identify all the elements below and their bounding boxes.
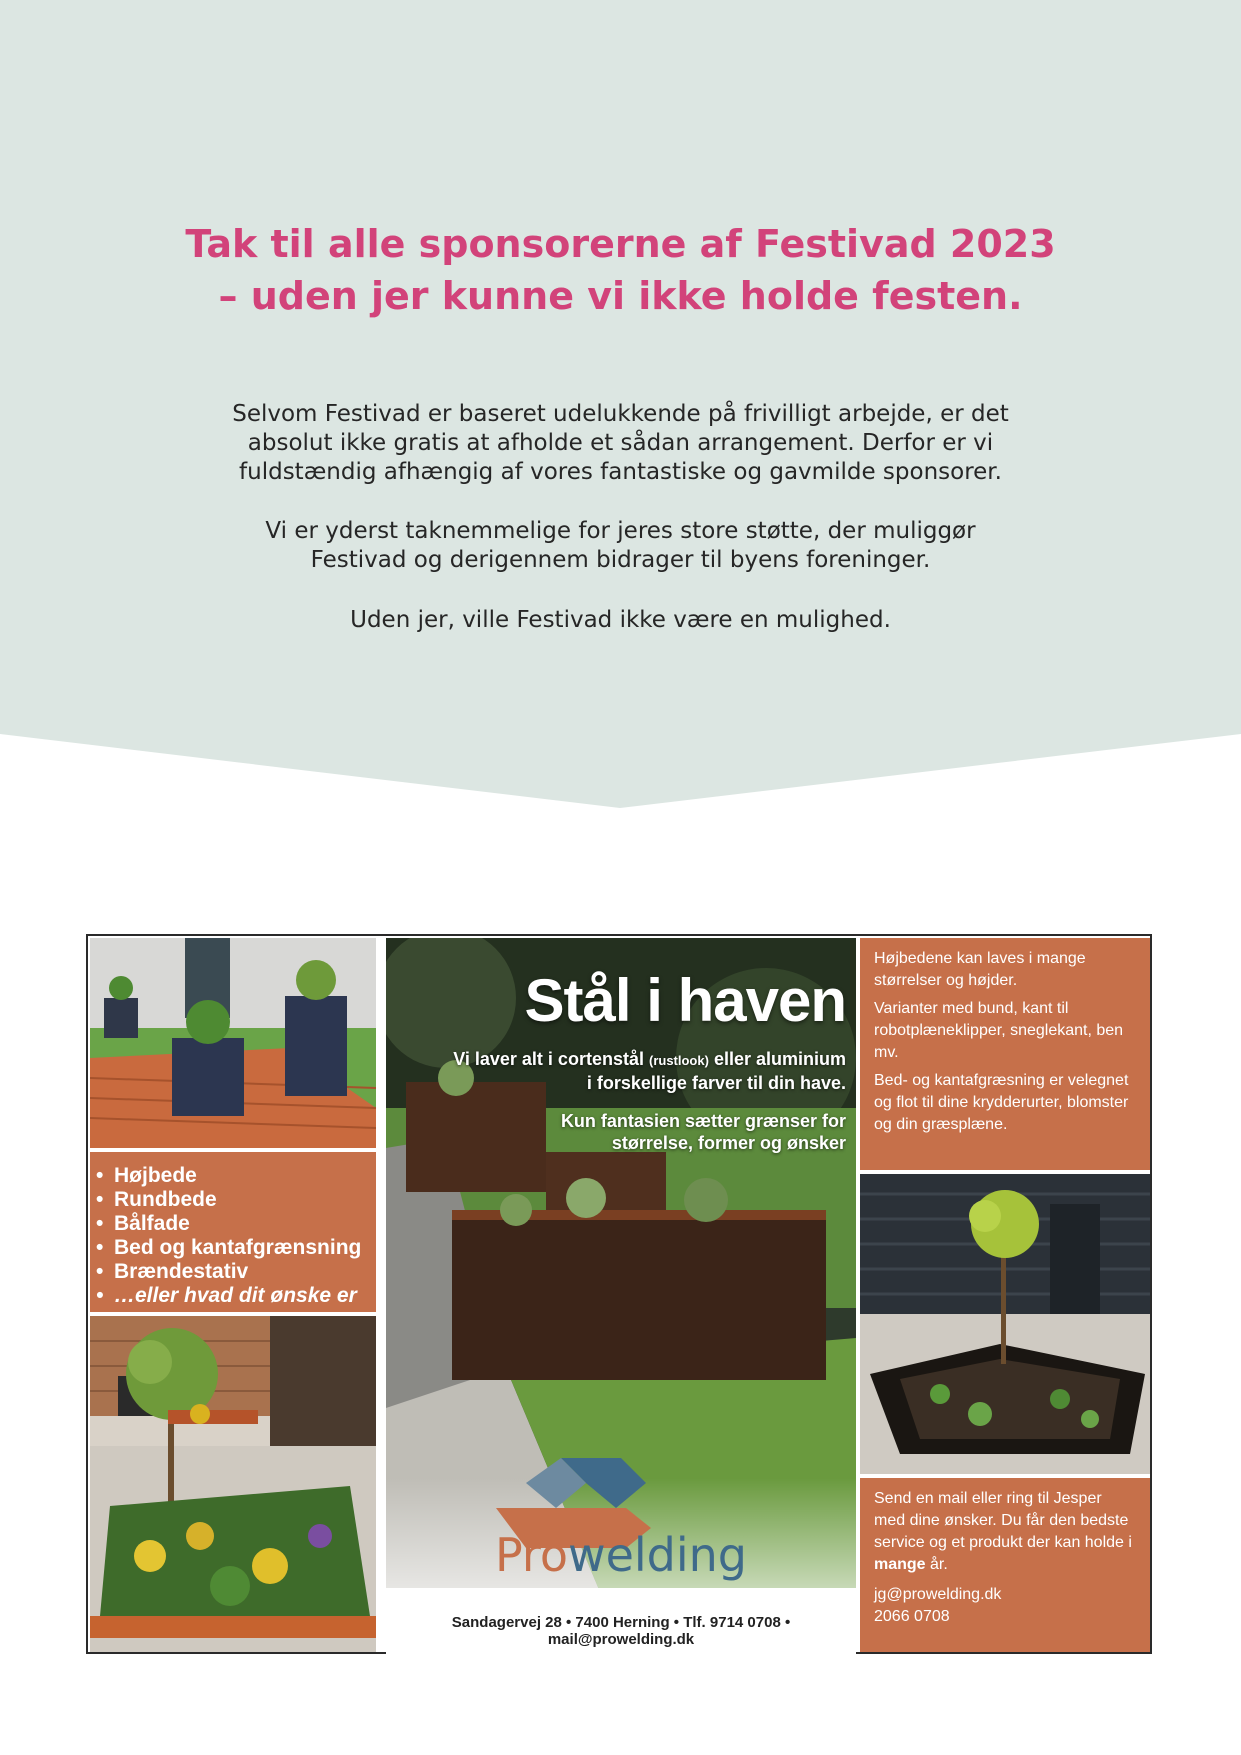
contact-text: Send en mail eller ring til Jesper med dine ønsker. Du får den bedste service og et produkt der kan holde i mange år. [874,1490,1132,1573]
info-text-edging: Bed- og kantafgræsning er velegnet og flot til dine krydderurter, blomster og din græsplæne. [874,1072,1129,1133]
closing-paragraph: Uden jer, ville Festivad ikke være en mulighed. [350,607,891,633]
list-item: • …eller hvad dit ønske er [90,1284,376,1308]
list-item: • Rundbede [90,1188,376,1212]
main-photo-corten-planters [386,938,856,1654]
ad-footer-address: Sandagervej 28 • 7400 Herning • Tlf. 9714 0708 • mail@prowelding.dk [451,1614,791,1648]
title-line-1: Tak til alle sponsorerne af Festivad 2023 [185,222,1056,266]
ad-subtitle-1: Vi laver alt i cortenstål (rustlook) eller aluminium i forskellige farver til din have. [453,1049,846,1093]
product-list-box [90,1152,376,1312]
contact-email[interactable]: jg@prowelding.dk [874,1586,1002,1603]
prowelding-logo-text: Prowelding [494,1528,748,1582]
contact-phone[interactable]: 2066 0708 [874,1608,950,1625]
info-box-top [860,938,1150,1170]
photo-planters-on-deck [90,938,376,1148]
contact-box [860,1478,1150,1652]
product-list [90,1164,376,1308]
intro-paragraph: Selvom Festivad er baseret udelukkende på frivilligt arbejde, er det absolut ikke gratis at afholde et sådan arrangement. Derfor er vi fuldstændig afhængig af vores fantastiske og gavmilde sponsorer. [232,401,1009,485]
ad-headline: Stål i haven [524,967,846,1034]
list-item: • Brændestativ [90,1260,376,1284]
prowelding-advertisement [86,934,1152,1654]
page-title [0,218,1241,322]
photo-raised-bed-with-tree [90,1316,376,1652]
info-text-sizes: Højbedene kan laves i mange størrelser og højder. [874,950,1086,989]
list-item: • Bed og kantafgrænsning [90,1236,376,1260]
list-item: • Højbede [90,1164,376,1188]
ad-subtitle-2: Kun fantasien sætter grænser for størrelse, former og ønsker [560,1111,846,1153]
title-line-2: – uden jer kunne vi ikke holde festen. [218,274,1023,318]
list-item: • Bålfade [90,1212,376,1236]
photo-garden-bed-with-tree [860,1174,1150,1474]
info-text-variants: Varianter med bund, kant til robotplæneklipper, sneglekant, ben mv. [874,1000,1124,1061]
thanks-paragraph: Vi er yderst taknemmelige for jeres store støtte, der muliggør Festivad og derigennem bidrager til byens foreninger. [265,518,976,573]
